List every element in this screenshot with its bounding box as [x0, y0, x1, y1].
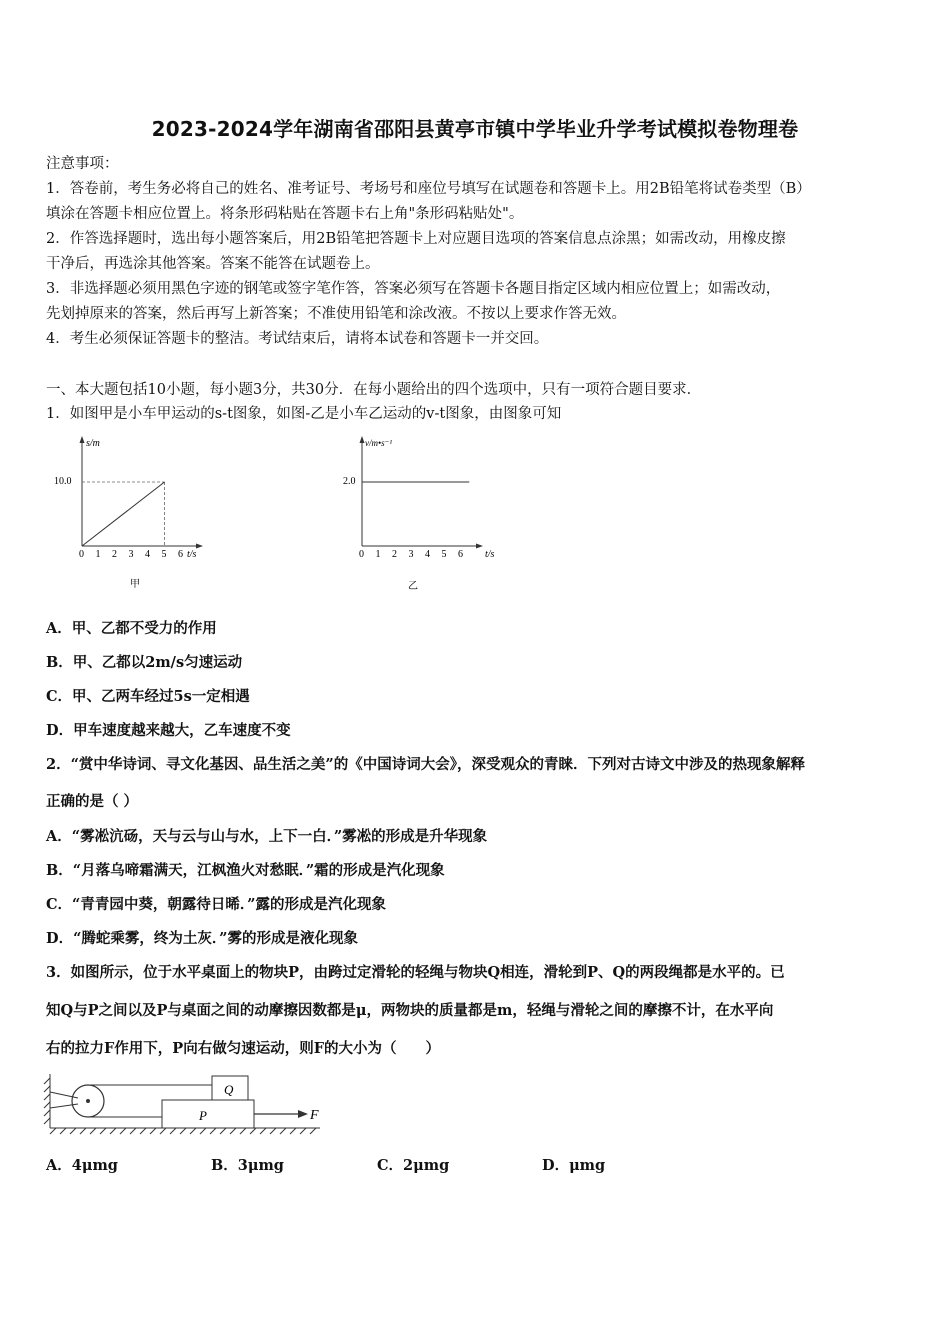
- x-tick-label: 4: [145, 549, 150, 560]
- x-tick-label: 5: [441, 549, 447, 560]
- x-axis-arrow: [196, 544, 203, 549]
- question-3-stem: 右的拉力F作用下，P向右做匀速运动，则F的大小为（ ）: [46, 1040, 440, 1057]
- q1-option-c[interactable]: C．甲、乙两车经过5s一定相遇: [46, 688, 250, 705]
- question-2-stem: 正确的是（ ）: [46, 793, 139, 810]
- q2-option-b[interactable]: B．“月落乌啼霜满天，江枫渔火对愁眠．”霜的形成是汽化现象: [46, 862, 445, 879]
- q2-option-d[interactable]: D．“腾蛇乘雾，终为土灰．”雾的形成是液化现象: [46, 930, 359, 947]
- y-axis-label: v/m•s⁻¹: [365, 438, 393, 448]
- notice-line: 3．非选择题必须用黑色字迹的钢笔或签字笔作答，答案必须写在答题卡各题目指定区域内相应位置上；如需改动，: [46, 281, 781, 297]
- x-axis-arrow: [476, 544, 483, 549]
- block-p: [162, 1100, 254, 1128]
- x-tick-label: 6: [458, 549, 463, 560]
- x-axis-label: t/s: [187, 549, 197, 560]
- pulley-axle: [86, 1099, 90, 1103]
- block-q-label: Q: [224, 1082, 234, 1097]
- force-arrow-head: [298, 1110, 308, 1118]
- notice-line: 先划掉原来的答案，然后再写上新答案；不准使用铅笔和涂改液。不按以上要求作答无效。: [46, 306, 626, 322]
- notice-line: 干净后，再选涂其他答案。答案不能答在试题卷上。: [46, 256, 380, 272]
- chart-yi: [320, 432, 510, 597]
- question-2-stem: 2．“赏中华诗词、寻文化基因、品生活之美”的《中国诗词大会》，深受观众的青睐．下列对古诗文中涉及的热现象解释: [46, 756, 806, 773]
- y-tick-label: 10.0: [54, 476, 72, 487]
- notice-line: 2．作答选择题时，选出每小题答案后，用2B铅笔把答题卡上对应题目选项的答案信息点涂黑；如需改动，用橡皮擦: [46, 231, 786, 247]
- page-title: 2023-2024学年湖南省邵阳县黄亭市镇中学毕业升学考试模拟卷物理卷: [151, 117, 799, 141]
- wall-hatching: [44, 1074, 50, 1128]
- question-3-stem: 知Q与P之间以及P与桌面之间的动摩擦因数都是μ，两物块的质量都是m，轻绳与滑轮之间的摩擦不计，在水平向: [46, 1002, 774, 1019]
- table-surface: [50, 1128, 320, 1134]
- q3-option-b[interactable]: B．3μmg: [211, 1157, 284, 1174]
- x-tick-label: 3: [128, 549, 134, 560]
- notice-line: 4．考生必须保证答题卡的整洁。考试结束后，请将本试卷和答题卡一并交回。: [46, 331, 549, 347]
- x-tick-label: 2: [392, 549, 397, 560]
- x-tick-label: 4: [425, 549, 430, 560]
- q1-option-b[interactable]: B．甲、乙都以2m/s匀速运动: [46, 654, 243, 671]
- y-axis-arrow: [80, 436, 85, 443]
- x-tick-label: 1: [375, 549, 381, 560]
- x-tick-label: 6: [178, 549, 183, 560]
- question-1-stem: 1．如图甲是小车甲运动的s-t图象，如图-乙是小车乙运动的v-t图象，由图象可知: [46, 406, 562, 422]
- q3-option-a[interactable]: A．4μmg: [46, 1157, 118, 1174]
- section-heading: 一、本大题包括10小题，每小题3分，共30分．在每小题给出的四个选项中，只有一项符合题目要求．: [46, 382, 702, 398]
- x-axis-label: t/s: [485, 549, 495, 560]
- x-tick-label: 0: [79, 549, 84, 560]
- y-axis-label: s/m: [86, 438, 100, 449]
- chart-caption: 乙: [408, 581, 418, 592]
- block-p-label: P: [199, 1108, 207, 1123]
- q2-option-c[interactable]: C．“青青园中葵，朝露待日晞．”露的形成是汽化现象: [46, 896, 386, 913]
- notice-line: 1．答卷前，考生务必将自己的姓名、准考证号、考场号和座位号填写在试题卷和答题卡上。用2B铅笔将试卷类型（B）: [46, 181, 811, 197]
- q3-option-c[interactable]: C．2μmg: [377, 1157, 450, 1174]
- pulley-figure: [42, 1070, 332, 1140]
- q2-option-a[interactable]: A．“雾凇沆砀，天与云与山与水，上下一白．”雾凇的形成是升华现象: [46, 828, 488, 845]
- x-tick-label: 1: [95, 549, 101, 560]
- x-tick-label: 0: [359, 549, 364, 560]
- y-tick-label: 2.0: [343, 476, 356, 487]
- q1-option-a[interactable]: A．甲、乙都不受力的作用: [46, 620, 217, 637]
- q3-option-d[interactable]: D．μmg: [542, 1157, 606, 1174]
- x-tick-label: 3: [408, 549, 414, 560]
- chart-jia: [40, 432, 230, 597]
- series-line-s-t: [82, 482, 165, 546]
- notice-heading: 注意事项：: [46, 156, 119, 172]
- chart-caption: 甲: [130, 579, 140, 590]
- notice-line: 填涂在答题卡相应位置上。将条形码粘贴在答题卡右上角"条形码粘贴处"。: [46, 206, 524, 222]
- force-label: F: [310, 1108, 319, 1123]
- x-tick-label: 5: [161, 549, 167, 560]
- x-tick-label: 2: [112, 549, 117, 560]
- question-3-stem: 3．如图所示，位于水平桌面上的物块P，由跨过定滑轮的轻绳与物块Q相连，滑轮到P、Q的两段绳都是水平的。已: [46, 964, 785, 981]
- q1-option-d[interactable]: D．甲车速度越来越大，乙车速度不变: [46, 722, 291, 739]
- y-axis-arrow: [360, 436, 365, 443]
